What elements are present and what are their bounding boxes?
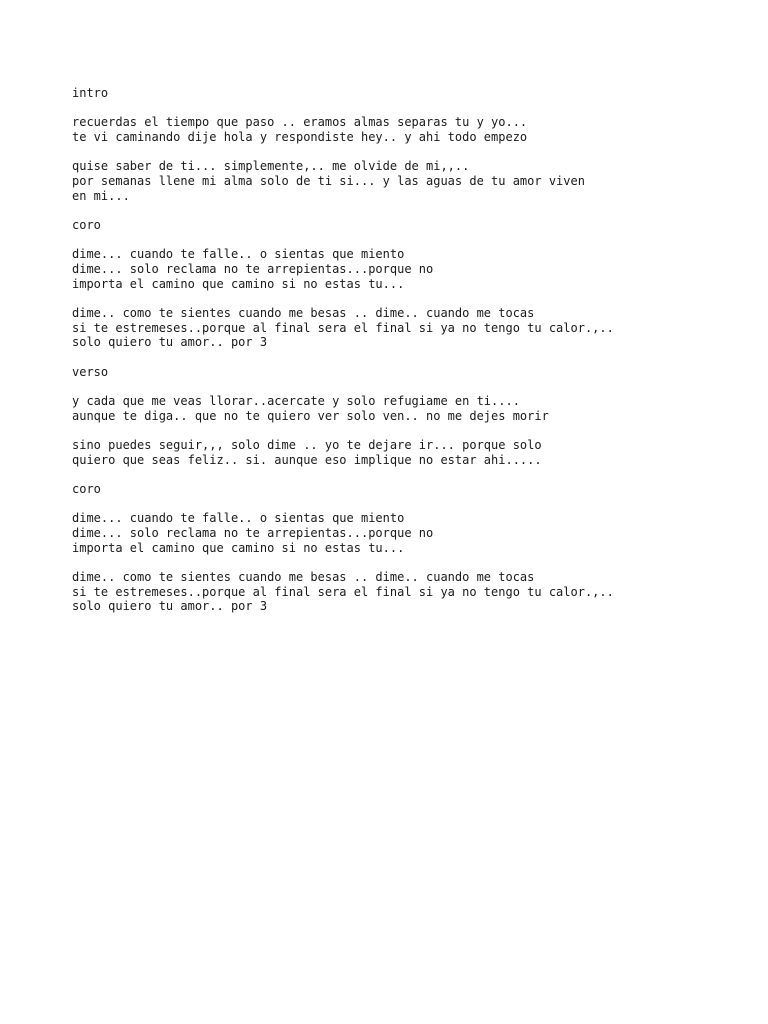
text-line: dime.. como te sientes cuando me besas .. dime.. cuando me tocas xyxy=(72,306,535,320)
text-line: dime... cuando te falle.. o sientas que miento xyxy=(72,511,405,526)
verse-block xyxy=(72,394,752,423)
text-line: quiero que seas feliz.. si. aunque eso implique no estar ahi..... xyxy=(72,452,542,467)
text-line: solo quiero tu amor.. por 3 xyxy=(72,335,268,350)
text-line: solo quiero tu amor.. por 3 xyxy=(72,599,268,614)
text-line: dime... cuando te falle.. o sientas que miento xyxy=(72,247,405,262)
chorus-block xyxy=(72,247,752,291)
text-line: importa el camino que camino si no estas tu... xyxy=(72,276,405,291)
text-line: por semanas llene mi alma solo de ti si... y las aguas de tu amor viven xyxy=(72,174,585,188)
section-label-intro xyxy=(72,86,752,101)
chorus-block xyxy=(72,570,752,614)
text-line: sino puedes seguir,,, solo dime .. yo te dejare ir... porque solo xyxy=(72,438,542,452)
text-line: en mi... xyxy=(72,188,130,203)
chorus-block xyxy=(72,511,752,555)
text-line: intro xyxy=(72,86,109,100)
section-label-coro xyxy=(72,482,752,497)
verse-block xyxy=(72,438,752,467)
text-line: verso xyxy=(72,364,109,379)
text-line: dime.. como te sientes cuando me besas .. dime.. cuando me tocas xyxy=(72,570,535,584)
document-page xyxy=(72,86,752,629)
text-line: aunque te diga.. que no te quiero ver solo ven.. no me dejes morir xyxy=(72,408,549,423)
text-line: recuerdas el tiempo que paso .. eramos almas separas tu y yo... xyxy=(72,115,528,130)
verse-block xyxy=(72,159,752,203)
text-line: coro xyxy=(72,218,101,232)
text-line: importa el camino que camino si no estas tu... xyxy=(72,540,405,555)
text-line: coro xyxy=(72,482,101,496)
text-line: si te estremeses..porque al final sera el final si ya no tengo tu calor.,.. xyxy=(72,320,614,335)
text-line: dime... solo reclama no te arrepientas...porque no xyxy=(72,262,434,276)
text-line: si te estremeses..porque al final sera el final si ya no tengo tu calor.,.. xyxy=(72,584,614,599)
text-line: dime... solo reclama no te arrepientas...porque no xyxy=(72,526,434,540)
verse-block xyxy=(72,115,752,144)
section-label-verso xyxy=(72,365,752,380)
text-line: quise saber de ti... simplemente,.. me olvide de mi,,.. xyxy=(72,159,470,174)
section-label-coro xyxy=(72,218,752,233)
text-line: y cada que me veas llorar..acercate y solo refugiame en ti.... xyxy=(72,394,520,408)
chorus-block xyxy=(72,306,752,350)
text-line: te vi caminando dije hola y respondiste hey.. y ahi todo empezo xyxy=(72,130,528,144)
